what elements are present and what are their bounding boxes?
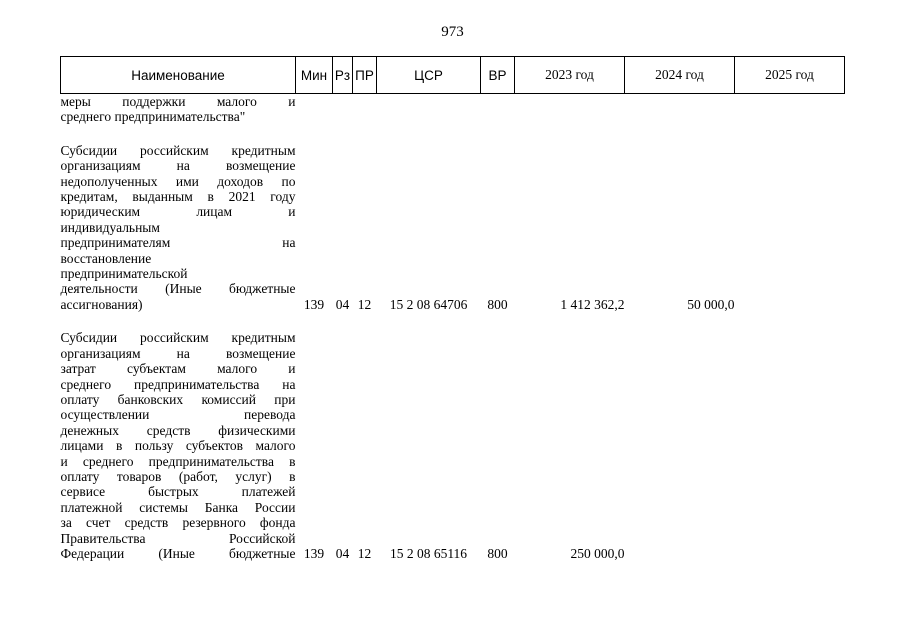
cell-2024 (625, 94, 735, 125)
cell-vr (481, 94, 515, 125)
header-csr: ЦСР (377, 57, 481, 94)
name-line: кредитам, выданным в 2021 году (60, 189, 296, 205)
name-line: лицами в пользу субъектов малого (60, 438, 296, 454)
cell-2024 (625, 330, 735, 561)
table-row (61, 330, 845, 561)
cell-pr: 12 (357, 296, 372, 312)
page-number: 973 (441, 24, 464, 40)
cell-min (296, 94, 333, 125)
cell-2024: 50 000,0 (687, 296, 735, 312)
name-line: меры поддержки малого и (60, 94, 296, 109)
name-line: организациям на возмещение (60, 345, 296, 361)
cell-rz: 04 (335, 296, 350, 312)
name-line: организациям на возмещение (60, 158, 296, 174)
cell-pr (353, 94, 377, 125)
table-row (61, 94, 845, 125)
name-line: оплату банковских комиссий при (60, 391, 296, 407)
name-line: Субсидии российским кредитным (60, 330, 296, 346)
row-spacer (61, 312, 845, 330)
name-line: осуществлении перевода (60, 407, 296, 423)
header-2025: 2025 год (735, 57, 845, 94)
name-line: платежной системы Банка России (60, 499, 296, 515)
cell-vr: 800 (487, 545, 508, 561)
cell-pr: 12 (357, 545, 372, 561)
name-line: Федерации (Иные бюджетные (60, 545, 296, 561)
name-line: и среднего предпринимательства в (60, 453, 296, 469)
header-min: Мин (296, 57, 333, 94)
cell-csr: 15 2 08 65116 (389, 545, 468, 561)
cell-rz (333, 94, 353, 125)
header-2023: 2023 год (515, 57, 625, 94)
cell-min: 139 (303, 545, 325, 561)
name-line: среднего предпринимательства на (60, 376, 296, 392)
cell-2025 (735, 94, 845, 125)
cell-2023: 1 412 362,2 (560, 296, 625, 312)
header-rz: Рз (333, 57, 353, 94)
table-row (61, 143, 845, 312)
name-line: юридическим лицам и (60, 204, 296, 220)
name-line: деятельности (Иные бюджетные (60, 281, 296, 297)
name-line: предпринимателям на (60, 235, 296, 251)
name-line: оплату товаров (работ, услуг) в (60, 468, 296, 484)
cell-2023 (515, 94, 625, 125)
row-spacer (61, 125, 845, 143)
cell-2025 (735, 330, 845, 561)
budget-table (60, 56, 845, 561)
name-line: Правительства Российской (60, 530, 296, 546)
name-line: индивидуальным (60, 219, 160, 235)
cell-2023: 250 000,0 (570, 545, 625, 561)
cell-min: 139 (303, 296, 325, 312)
name-line: затрат субъектам малого и (60, 361, 296, 377)
row-name-cell (61, 94, 296, 125)
name-line: недополученных ими доходов по (60, 173, 296, 189)
name-line: ассигнования) (60, 296, 143, 312)
name-line: среднего предпринимательства" (60, 109, 246, 125)
cell-rz: 04 (335, 545, 350, 561)
name-line: сервисе быстрых платежей (60, 484, 296, 500)
header-name: Наименование (61, 57, 296, 94)
name-line: восстановление (60, 250, 152, 266)
row-name-cell (61, 143, 296, 312)
name-line: предпринимательской (60, 266, 188, 282)
name-line: Субсидии российским кредитным (60, 142, 296, 158)
row-name-cell (61, 330, 296, 561)
header-vr: ВР (481, 57, 515, 94)
header-2024: 2024 год (625, 57, 735, 94)
cell-csr (377, 94, 481, 125)
cell-vr: 800 (487, 296, 508, 312)
name-line: денежных средств физическими (60, 422, 296, 438)
header-pr: ПР (353, 57, 377, 94)
cell-csr: 15 2 08 64706 (389, 296, 468, 312)
name-line: за счет средств резервного фонда (60, 515, 296, 531)
header-row (61, 57, 845, 94)
cell-2025 (735, 143, 845, 312)
